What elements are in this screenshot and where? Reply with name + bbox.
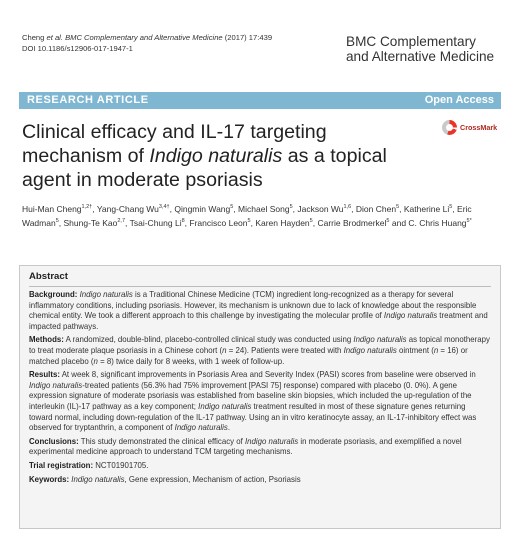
author-name[interactable]: [356, 204, 399, 214]
abstract-methods: [29, 335, 491, 367]
author-name-text: C. Chris Huang: [408, 217, 467, 228]
section-label: Results:: [29, 370, 60, 380]
italic-term: n: [93, 356, 98, 366]
author-affiliation-sup: 1,6: [343, 204, 352, 210]
author-name-text: Dion Chen: [355, 203, 397, 214]
abstract-text: as topical monotherapy to treat moderate plaque psoriasis in a Chinese cohort (: [29, 335, 490, 355]
author-name[interactable]: [189, 218, 250, 228]
author-affiliation-sup: 5: [247, 218, 251, 225]
abstract-text: .: [227, 423, 231, 433]
author-list: Hui-Man Cheng$^{1,2\dagger}$, Yang-Chang $Wu^{3,4\dagger}$, Qingmin Wang$^5$, Michael Song$^5$, Jackson Wu$^{1,6}$, Dion Chen$^5$, Katherine Li$^5$, Eric Wadman$^5$, Shung-Te Kao$^{2,7}$, Tsai-Chung Li$^8$, Francisco Leon$^5$, Karen Hayden$^5$, Carrie Brodmerkel$^5$ and C. Chris Huang$^{5*}$: [22, 203, 472, 228]
author-affiliation-sup: 5*: [466, 218, 472, 225]
author-affiliation-sup: 5: [309, 218, 313, 225]
author-name-text: Karen Hayden: [255, 217, 310, 228]
author-name-text: Qingmin Wang: [174, 203, 231, 214]
italic-term: n: [433, 345, 439, 355]
italic-term: Indigo naturalis: [174, 423, 228, 433]
author-name[interactable]: [97, 204, 170, 214]
author-name[interactable]: [404, 204, 452, 214]
abstract-text: = 24). Patients were treated with: [226, 345, 344, 355]
abstract-body: [29, 290, 491, 488]
author-name[interactable]: [408, 218, 471, 228]
italic-term: Indigo naturalis: [383, 311, 438, 321]
italic-term: Indigo naturalis: [79, 290, 133, 299]
author-name-text: Tsai-Chung Li: [129, 217, 182, 228]
keywords: [29, 475, 491, 486]
author-name-text: Katherine Li: [403, 203, 450, 214]
italic-term: Indigo naturalis: [29, 380, 83, 390]
abstract-conclusions: [29, 437, 491, 458]
abstract-text: A randomized, double-blind, placebo-controlled clinical study was conducted using: [63, 335, 354, 345]
author-name-text: Michael Song: [238, 203, 290, 214]
section-label: Trial registration:: [29, 460, 94, 470]
author-name-text: Eric Wadman: [22, 203, 472, 228]
author-affiliation-sup: 5: [289, 204, 293, 210]
italic-term: Indigo naturalis: [343, 345, 397, 355]
author-name[interactable]: [130, 218, 185, 228]
article-type-label: RESEARCH ARTICLE: [27, 94, 149, 106]
citation-volume: (2017) 17:439: [222, 33, 273, 42]
author-name-text: Francisco Leon: [189, 217, 248, 228]
abstract-box: [19, 265, 501, 529]
doi-line[interactable]: DOI 10.1186/s12906-017-1947-1: [22, 43, 133, 53]
abstract-text: in moderate psoriasis, and exemplified a novel experimental medicine approach to understand TCM targeting mechanisms.: [29, 436, 462, 457]
abstract-text: This study demonstrated the clinical efficacy of: [78, 436, 245, 446]
crossmark-icon: [442, 120, 457, 135]
author-name[interactable]: [297, 204, 351, 214]
section-label: Keywords:: [29, 474, 70, 484]
article-citation: [22, 33, 272, 54]
section-label: Methods:: [29, 335, 64, 345]
keywords-text: , Gene expression, Mechanism of action, Psoriasis: [124, 474, 301, 484]
author-affiliation-sup: 5: [386, 218, 390, 225]
title-text-2: as a topical agent in moderate psoriasis: [22, 145, 387, 191]
author-name-text: Yang-Chang Wu: [96, 203, 159, 214]
author-name[interactable]: [174, 204, 233, 214]
article-title: [22, 120, 432, 192]
abstract-text: ointment (: [396, 345, 434, 355]
italic-term: Indigo naturalis: [69, 474, 125, 484]
author-name-text: Shung-Te Kao: [63, 217, 118, 228]
italic-term: Indigo naturalis: [353, 335, 407, 345]
abstract-text: is a Traditional Chinese Medicine (TCM) ingredient long-recognized as a therapy for several inflammatory conditions, including psoriasis. However, its mechanism is unknown due to lack of knowledge about the responsible chemical entity. We took a different approach to this challenge by investigating the molecular profile of: [29, 290, 477, 321]
section-label: Background:: [29, 290, 78, 299]
author-name[interactable]: [238, 204, 293, 214]
crossmark-label: CrossMark: [460, 123, 498, 132]
article-type-banner: [19, 92, 501, 109]
author-name[interactable]: [64, 218, 126, 228]
author-affiliation-sup: 8: [181, 218, 185, 225]
author-affiliation-sup: 2,7: [117, 218, 126, 225]
abstract-text: -treated patients (56.3% had 75% improvement [PASI 75] response) compared with placebo (0. 0%). A gene expression signature of moderate psoriasis was established from baseline skin biopsies, which included the up-regulation of the interleukin (IL)-17 pathway as a key component;: [29, 380, 472, 411]
author-affiliation-sup: 5: [230, 204, 234, 210]
title-italic: Indigo naturalis: [149, 145, 283, 167]
abstract-text: = 16) or matched placebo (: [29, 345, 468, 366]
author-name-text: Hui-Man Cheng: [22, 203, 82, 214]
abstract-heading: Abstract: [29, 271, 68, 282]
author-name[interactable]: [317, 218, 389, 228]
author-affiliation-sup: 3,4†: [158, 204, 170, 210]
author-conjunction: and: [391, 217, 407, 228]
author-affiliation-sup: 5: [449, 204, 453, 210]
author-affiliation-sup: 5: [396, 204, 400, 210]
trial-registration: [29, 461, 491, 472]
abstract-text: treatment resulted in most of these signature genes returning toward normal, including down-regulation of the IL-17 pathway. Using an in vitro keratinocyte assay, an IL-17-inhibitory effect was observed for tryptanthrin, a component of: [29, 401, 477, 433]
author-name[interactable]: [22, 204, 92, 214]
citation-line: [22, 33, 272, 44]
author-name-text: Carrie Brodmerkel: [317, 217, 387, 228]
title-text-1: Clinical efficacy and IL-17 targeting mechanism of: [22, 121, 327, 167]
abstract-divider: [29, 286, 491, 287]
abstract-text: treatment and impacted pathways.: [29, 311, 488, 331]
italic-term: n: [222, 345, 227, 355]
italic-term: Indigo naturalis: [198, 401, 252, 411]
trial-id[interactable]: NCT01901705.: [93, 460, 149, 470]
author-affiliation-sup: 5: [55, 218, 59, 225]
abstract-background: [29, 290, 491, 332]
section-label: Conclusions:: [29, 436, 79, 446]
author-name-text: Jackson Wu: [297, 203, 344, 214]
open-access-label[interactable]: Open Access: [424, 94, 494, 106]
abstract-results: [29, 370, 491, 434]
citation-author: Cheng: [22, 33, 47, 42]
italic-term: Indigo naturalis: [244, 436, 299, 446]
abstract-text: = 8) twice daily for 8 weeks, with 1 week of follow-up.: [97, 356, 285, 366]
citation-journal: et al. BMC Complementary and Alternative Medicine: [46, 33, 223, 42]
author-affiliation-sup: 1,2†: [81, 204, 93, 210]
journal-name: BMC Complementary and Alternative Medicine: [346, 34, 495, 64]
author-name[interactable]: [255, 218, 312, 228]
crossmark-badge[interactable]: [442, 120, 502, 136]
abstract-text: At week 8, significant improvements in Psoriasis Area and Severity Index (PASI) scores from baseline were observed in: [59, 370, 476, 380]
